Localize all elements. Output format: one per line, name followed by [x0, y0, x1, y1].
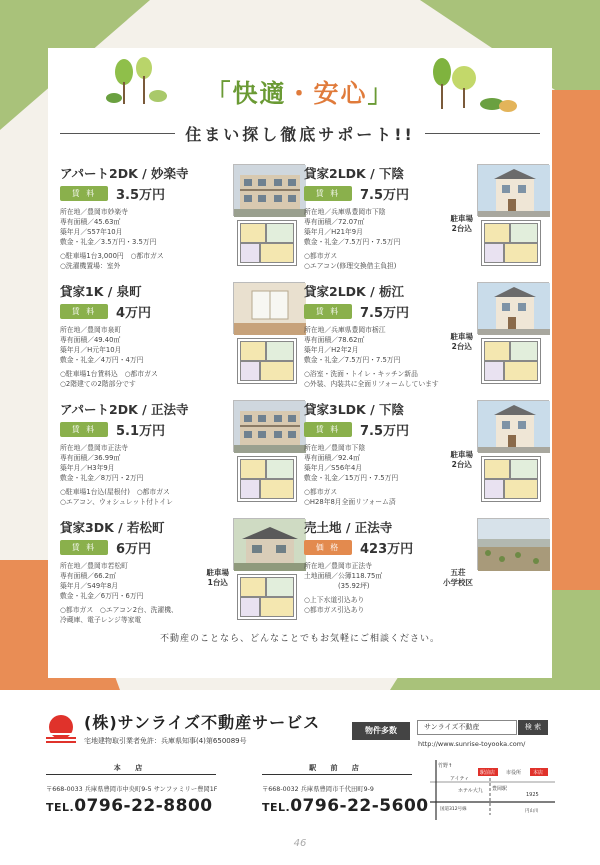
station-office-address: 〒668-0032 兵庫県豊岡市千代田町9-9 [262, 786, 374, 793]
floor-plan-icon [237, 574, 297, 620]
listing-title: 売土地 / 正法寺 [304, 520, 393, 535]
map-label-station-office: 駅前店 [480, 770, 496, 776]
detail-line: 敷金・礼金／15万円・7.5万円 [304, 474, 399, 482]
detail-line: 専有面積／36.99㎡ [60, 454, 121, 462]
detail-line: 所在地／兵庫県豊岡市下陰 [304, 208, 386, 216]
listing-card [304, 282, 549, 394]
sunrise-logo-icon [46, 714, 76, 744]
listing-price: 3.5万円 [116, 188, 166, 203]
listing-title: アパート2DK / 妙楽寺 [60, 166, 189, 181]
feature-line: ○都市ガス [304, 488, 338, 496]
subtitle-row [60, 122, 540, 145]
listing-title: 貸家3DK / 若松町 [60, 520, 165, 535]
listing-price: 6万円 [116, 542, 152, 557]
property-photo [233, 400, 305, 452]
listing-title: 貸家2LDK / 下陰 [304, 166, 404, 181]
property-photo [477, 164, 549, 216]
website-url[interactable]: http://www.sunrise-toyooka.com/ [418, 740, 526, 748]
listing-price: 7.5万円 [360, 306, 410, 321]
floor-plan-room [484, 361, 504, 381]
parking-note: 五荘 小学校区 [443, 568, 473, 587]
feature-line: 冷蔵庫、電子レンジ等家電 [60, 616, 142, 624]
detail-line: 築年月／S57年10月 [60, 228, 123, 236]
detail-line: 築年月／H2年2月 [304, 346, 359, 354]
map-label-aitei: アイティ [450, 776, 470, 782]
detail-line: 所在地／豊岡市泉町 [60, 326, 122, 334]
listing-features [304, 595, 549, 615]
price-badge: 賃 料 [60, 186, 108, 201]
feature-line: ○都市ガス ○エアコン2台、洗濯機、 [60, 606, 178, 614]
floor-plan-room [240, 597, 260, 617]
floor-plan-room [484, 243, 504, 263]
detail-line: 敷金・礼金／7.5万円・7.5万円 [304, 238, 401, 246]
listing-card [304, 400, 549, 512]
floor-plan-icon [481, 220, 541, 266]
floor-plan-room [266, 223, 294, 243]
floor-plan-room [510, 459, 538, 479]
detail-line: 専有面積／92.4㎡ [304, 454, 360, 462]
detail-line: 土地面積／公簿118.75㎡ [304, 572, 383, 580]
page-subtitle: 住まい探し徹底サポート!! [185, 125, 415, 144]
listing-card [60, 282, 305, 394]
feature-line: ○エアコン(修理交換借主負担) [304, 262, 397, 270]
page-number: 46 [293, 838, 307, 849]
detail-line: 築年月／S49年8月 [60, 582, 119, 590]
feature-line: ○洗濯機置場：室外 [60, 262, 121, 270]
property-photo [477, 400, 549, 452]
floor-plan-room [504, 243, 538, 263]
station-office-tel: TEL.0796-22-5600 [262, 796, 429, 816]
price-badge: 賃 料 [60, 422, 108, 437]
map-label-route: 国道312号線 [440, 807, 467, 812]
listing-title: 貸家2LDK / 栃江 [304, 284, 404, 299]
floor-plan-room [260, 361, 294, 381]
listing-title: 貸家1K / 泉町 [60, 284, 142, 299]
listing-price: 423万円 [360, 542, 414, 557]
floor-plan-room [484, 459, 510, 479]
detail-line: 敷金・礼金／7.5万円・7.5万円 [304, 356, 401, 364]
hero-header [48, 48, 552, 158]
map-label-takeno: 竹野↑ [438, 763, 453, 769]
floor-plan-room [484, 341, 510, 361]
feature-line: ○駐車場1台賃料込 ○都市ガス [60, 370, 158, 378]
access-map [430, 760, 555, 820]
feature-line: ○浴室・洗面・トイレ・キッチン新品 [304, 370, 418, 378]
listings-panel [48, 48, 552, 678]
map-label-1925: 1925 [526, 792, 539, 798]
slogan: 不動産のことなら、どんなことでもお気軽にご相談ください。 [159, 634, 440, 644]
detail-line: (35.92坪) [304, 582, 370, 590]
price-badge: 賃 料 [60, 304, 108, 319]
search-keyword-box: サンライズ不動産 [417, 720, 517, 735]
floor-plan-room [504, 479, 538, 499]
company-name: (株)サンライズ不動産サービス [84, 713, 321, 732]
property-photo [477, 282, 549, 334]
feature-line: ○上下水道引込あり [304, 596, 365, 604]
listing-price: 5.1万円 [116, 424, 166, 439]
feature-line: ○都市ガス [304, 252, 338, 260]
detail-line: 専有面積／45.63㎡ [60, 218, 121, 226]
property-photo [233, 164, 305, 216]
floor-plan-room [260, 479, 294, 499]
floor-plan-room [240, 479, 260, 499]
detail-line: 所在地／豊岡市下陰 [304, 444, 366, 452]
listing-price: 7.5万円 [360, 424, 410, 439]
station-office-label: 駅 前 店 [262, 763, 412, 775]
floor-plan-room [240, 223, 266, 243]
floor-plan-room [240, 361, 260, 381]
listing-card [304, 164, 549, 276]
price-badge: 賃 料 [304, 422, 352, 437]
feature-line: ○H28年8月全面リフォーム済 [304, 498, 396, 506]
detail-line: 専有面積／72.07㎡ [304, 218, 365, 226]
divider-line [60, 133, 175, 134]
detail-line: 所在地／豊岡市妙楽寺 [60, 208, 128, 216]
price-badge: 価 格 [304, 540, 352, 555]
listing-card [60, 164, 305, 276]
listing-card [60, 518, 305, 630]
parking-note: 駐車場 2台込 [450, 214, 473, 233]
page-title: 「快適・安心」 [205, 79, 395, 108]
price-badge: 賃 料 [304, 304, 352, 319]
detail-line: 築年月／H元年10月 [60, 346, 122, 354]
floor-plan-room [266, 459, 294, 479]
main-office-tel: TEL.0796-22-8800 [46, 796, 213, 816]
floor-plan-room [260, 597, 294, 617]
parking-note: 駐車場 2台込 [450, 332, 473, 351]
detail-line: 敷金・礼金／8万円・2万円 [60, 474, 144, 482]
listing-price: 4万円 [116, 306, 152, 321]
listing-card [304, 518, 549, 630]
floor-plan-room [240, 341, 266, 361]
floor-plan-icon [237, 456, 297, 502]
parking-note: 駐車場 1台込 [206, 568, 229, 587]
search-button: 検 索 [518, 720, 548, 735]
footer [0, 690, 600, 865]
detail-line: 所在地／豊岡市正法寺 [304, 562, 372, 570]
map-label-toyooka-station: 豊岡駅 [492, 786, 508, 792]
floor-plan-icon [481, 456, 541, 502]
property-photo [233, 518, 305, 570]
detail-line: 敷金・礼金／3.5万円・3.5万円 [60, 238, 157, 246]
floor-plan-room [260, 243, 294, 263]
price-badge: 賃 料 [60, 540, 108, 555]
detail-line: 専有面積／78.62㎡ [304, 336, 365, 344]
property-photo [233, 282, 305, 334]
license-number: 宅地建物取引業者免許：兵庫県知事(4)第650089号 [84, 737, 247, 745]
main-office-address: 〒668-0033 兵庫県豊岡市中央町9-5 サンファミリー豊岡1F [46, 786, 218, 793]
floor-plan-room [240, 577, 266, 597]
floor-plan-icon [237, 338, 297, 384]
listing-title: アパート2DK / 正法寺 [60, 402, 189, 417]
feature-line: ○駐車場1台込(屋根付) ○都市ガス [60, 488, 170, 496]
detail-line: 所在地／豊岡市若松町 [60, 562, 128, 570]
floor-plan-room [240, 243, 260, 263]
feature-line: ○エアコン、ウォシュレット付トイレ [60, 498, 173, 506]
divider-line [425, 133, 540, 134]
listing-card [60, 400, 305, 512]
property-photo [477, 518, 549, 570]
parking-note: 駐車場 2台込 [450, 450, 473, 469]
detail-line: 敷金・礼金／4万円・4万円 [60, 356, 144, 364]
feature-line: ○都市ガス引込あり [304, 606, 365, 614]
main-office-label: 本 店 [46, 763, 216, 775]
detail-line: 所在地／豊岡市正法寺 [60, 444, 128, 452]
listing-price: 7.5万円 [360, 188, 410, 203]
floor-plan-room [266, 577, 294, 597]
keyword-badge: 物件多数 [352, 722, 410, 740]
floor-plan-icon [481, 338, 541, 384]
map-label-hotel: ホテル大九 [458, 788, 483, 794]
floor-plan-room [266, 341, 294, 361]
floor-plan-room [484, 479, 504, 499]
floor-plan-room [240, 459, 266, 479]
map-label-city-hall: 市役所 [506, 770, 522, 776]
detail-line: 敷金・礼金／6万円・6万円 [60, 592, 144, 600]
feature-line: ○2階建ての2階部分です [60, 380, 136, 388]
floor-plan-room [484, 223, 510, 243]
detail-line: 専有面積／49.40㎡ [60, 336, 121, 344]
detail-line: 専有面積／66.2㎡ [60, 572, 116, 580]
detail-line: 築年月／H21年9月 [304, 228, 363, 236]
floor-plan-icon [237, 220, 297, 266]
feature-line: ○駐車場1台3,000円 ○都市ガス [60, 252, 164, 260]
map-label-main-office: 本店 [533, 770, 544, 776]
floor-plan-room [510, 223, 538, 243]
floor-plan-room [510, 341, 538, 361]
detail-line: 築年月／S56年4月 [304, 464, 363, 472]
feature-line: ○外装、内装共に全面リフォームしています [304, 380, 439, 388]
detail-line: 築年月／H3年9月 [60, 464, 115, 472]
map-label-river: 円山川 [525, 809, 539, 814]
detail-line: 所在地／兵庫県豊岡市栃江 [304, 326, 386, 334]
floor-plan-room [504, 361, 538, 381]
listing-title: 貸家3LDK / 下陰 [304, 402, 404, 417]
price-badge: 賃 料 [304, 186, 352, 201]
